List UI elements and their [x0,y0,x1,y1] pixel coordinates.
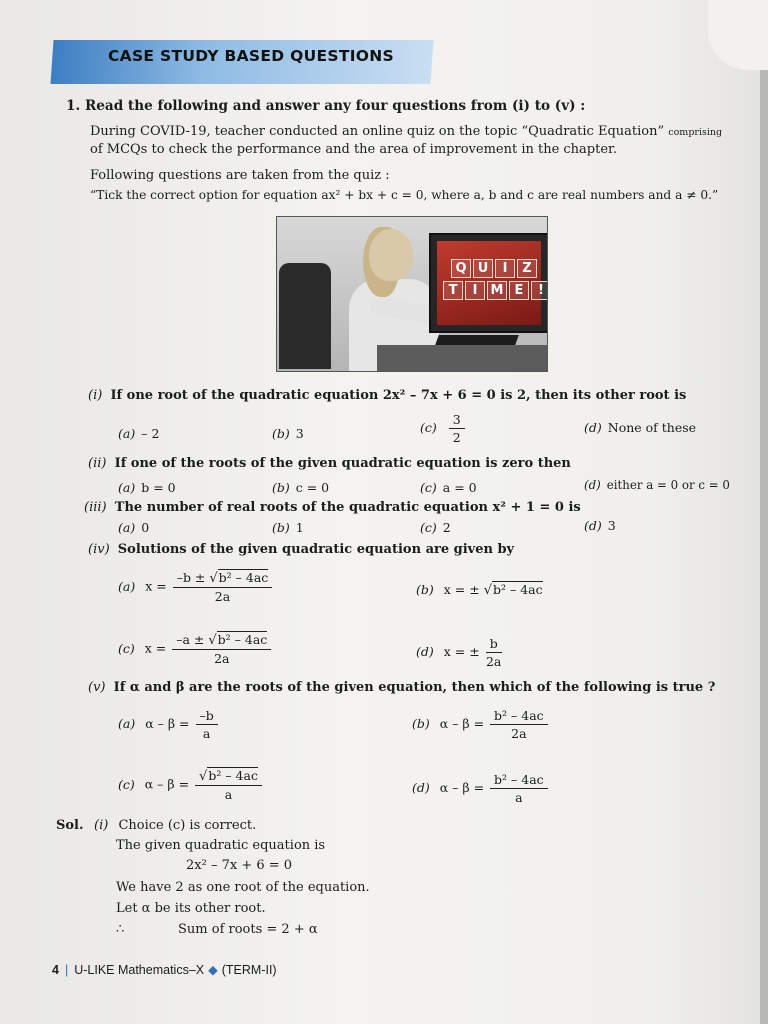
intro-line-1-tail: comprising [668,127,723,138]
option-ii-d: (d) either a = 0 or c = 0 [584,478,730,492]
option-i-c: (c) $\frac{3}{2}$ [420,412,467,445]
quiz-tile: T [443,281,463,300]
quiz-photo [276,216,548,372]
photo-monitor [429,233,548,333]
section-title: CASE STUDY BASED QUESTIONS [108,47,394,65]
therefore-symbol: ∴ [116,922,125,937]
option-v-a: (a) α – β = $\frac{-b}{a}$ [118,708,220,741]
option-iii-b: (b) 1 [272,520,304,535]
option-iii-a: (a) 0 [118,520,150,535]
photo-keyboard [435,335,519,345]
solution-equation: 2x² – 7x + 6 = 0 [186,858,293,873]
photo-person-head [369,229,413,281]
question-iv: (iv) Solutions of the given quadratic equation are given by [88,542,515,557]
book-title: U-LIKE Mathematics–X [74,963,205,977]
quiz-tile: Z [517,259,537,278]
option-i-a: (a) – 2 [118,426,160,441]
solution-line-5: Let α be its other root. [116,901,266,916]
option-v-c: (c) α – β = $\frac{\text{√b² – 4ac}}{a}$ [118,768,264,802]
intro-line-1: During COVID-19, teacher conducted an online quiz on the topic “Quadratic Equation” comprising [90,124,723,139]
question-iii: (iii) The number of real roots of the quadratic equation x² + 1 = 0 is [84,500,581,515]
intro-line-2: of MCQs to check the performance and the area of improvement in the chapter. [90,142,617,157]
page-number: 4 [52,963,59,977]
option-iv-a: (a) x = $\frac{\text{–b ± √b² – 4ac}}{2a}$ [118,570,274,604]
question-i: (i) If one root of the quadratic equation 2x² – 7x + 6 = 0 is 2, then its other root is [88,388,687,403]
quiz-row-1 [451,259,537,278]
question-v: (v) If α and β are the roots of the given equation, then which of the following is true ? [88,680,716,695]
quiz-tile: I [495,259,515,278]
option-i-b: (b) 3 [272,426,304,441]
quiz-tile: Q [451,259,471,278]
intro-line-4: “Tick the correct option for equation ax² + bx + c = 0, where a, b and c are real numbers and a ≠ 0.” [90,188,719,202]
option-ii-c: (c) a = 0 [420,480,477,495]
option-iv-c: (c) x = $\frac{\text{–a ± √b² – 4ac}}{2a}$ [118,632,273,666]
option-ii-b: (b) c = 0 [272,480,330,495]
solution-line-1: (i) Choice (c) is correct. [94,818,257,833]
option-ii-a: (a) b = 0 [118,480,176,495]
photo-desk [377,345,547,371]
option-v-d: (d) α – β = $\frac{\text{b² – 4ac}}{a}$ [412,772,550,805]
photo-screen [437,241,544,325]
intro-line-3: Following questions are taken from the quiz : [90,168,390,183]
term-label: (TERM-II) [221,963,277,977]
option-iv-d: (d) x = ± $\frac{b}{2a}$ [416,636,502,669]
quiz-tile: U [473,259,493,278]
question-instruction: Read the following and answer any four questions from (i) to (v) : [84,98,586,114]
footer-divider: | [64,963,69,977]
option-v-b: (b) α – β = $\frac{\text{b² – 4ac}}{2a}$ [412,708,550,741]
page-footer [52,962,277,977]
quiz-tile: ! [531,281,548,300]
quiz-tile: E [509,281,529,300]
question-number: 1. [66,98,81,114]
diamond-icon: ◆ [208,963,218,977]
option-iv-b: (b) x = ± √b² – 4ac [416,582,543,598]
question-1-heading [66,98,585,114]
option-i-d: (d) None of these [584,420,697,435]
solution-line-6: Sum of roots = 2 + α [178,922,318,937]
option-iii-c: (c) 2 [420,520,451,535]
option-iii-d: (d) 3 [584,518,616,533]
solution-line-4: We have 2 as one root of the equation. [116,880,370,895]
quiz-tile: M [487,281,507,300]
solution-line-2: The given quadratic equation is [116,838,326,853]
quiz-row-2 [443,281,548,300]
quiz-tile: I [465,281,485,300]
solution-label: Sol. [56,818,84,833]
question-ii: (ii) If one of the roots of the given quadratic equation is zero then [88,456,571,471]
